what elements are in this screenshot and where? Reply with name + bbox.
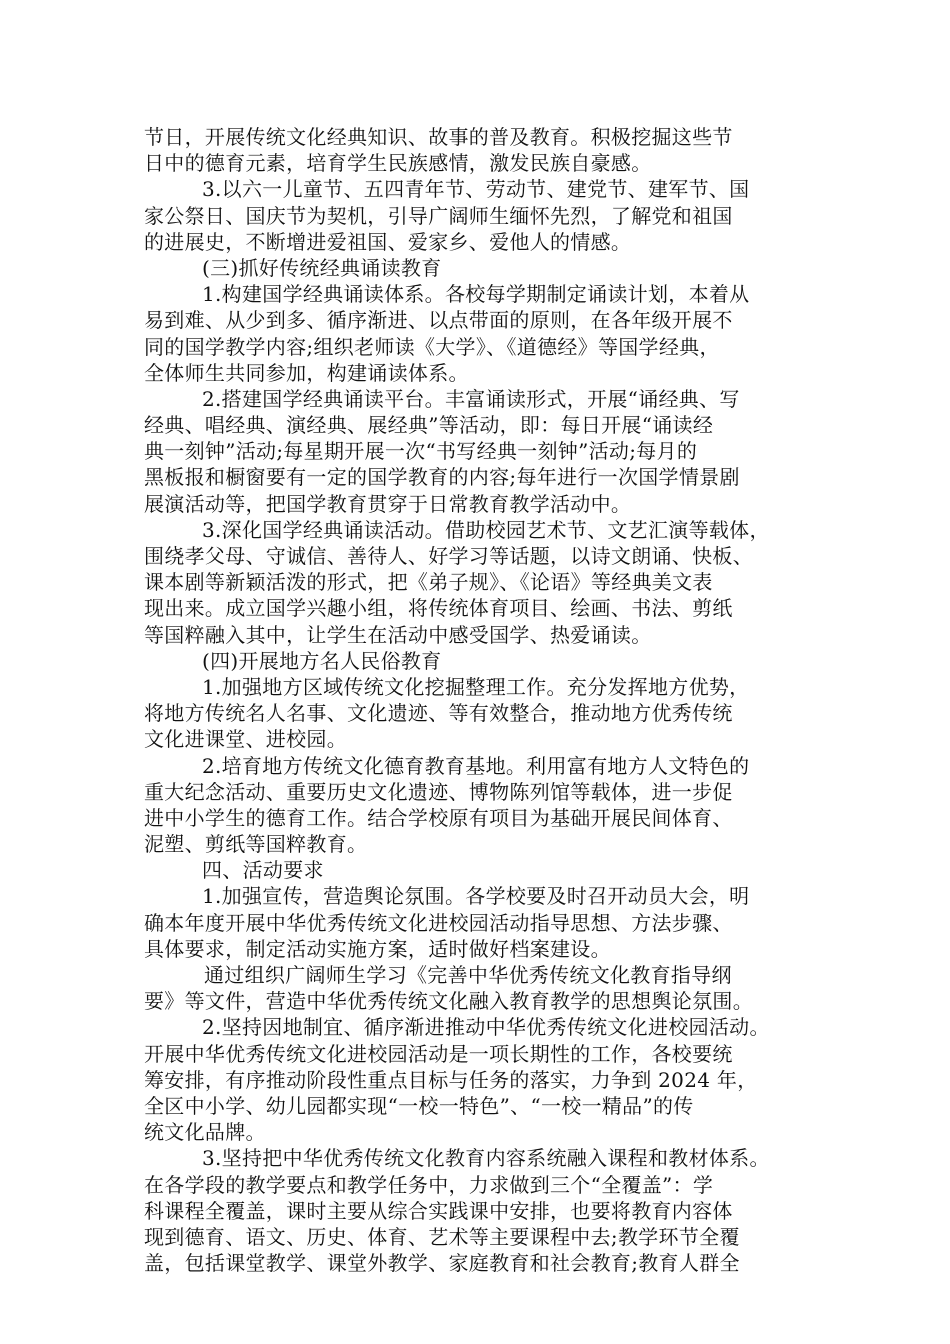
text-line: 将地方传统名人名事、文化遗迹、等有效整合，推动地方优秀传统 bbox=[144, 701, 733, 726]
text-line: 开展中华优秀传统文化进校园活动是一项长期性的工作，各校要统 bbox=[144, 1041, 733, 1066]
text-line: 黑板报和橱窗要有一定的国学教育的内容;每年进行一次国学情景剧 bbox=[144, 465, 740, 490]
text-line: 现出来。成立国学兴趣小组，将传统体育项目、绘画、书法、剪纸 bbox=[144, 596, 733, 621]
text-line: 文化进课堂、进校园。 bbox=[144, 727, 347, 752]
text-line: (三)抓好传统经典诵读教育 bbox=[202, 255, 442, 280]
text-line: 1.加强地方区域传统文化挖掘整理工作。充分发挥地方优势， bbox=[202, 674, 750, 699]
text-line: 的进展史，不断增进爱祖国、爱家乡、爱他人的情感。 bbox=[144, 229, 632, 254]
text-line: 围绕孝父母、守诚信、善待人、好学习等话题，以诗文朗诵、快板、 bbox=[144, 544, 753, 568]
text-line: 经典、唱经典、演经典、展经典”等活动，即：每日开展“诵读经 bbox=[144, 413, 714, 438]
text-line: 3.深化国学经典诵读活动。借助校园艺术节、文艺汇演等载体， bbox=[202, 517, 770, 542]
text-line: 在各学段的教学要点和教学任务中，力求做到三个“全覆盖”：学 bbox=[144, 1172, 714, 1197]
text-line: 易到难、从少到多、循序渐进、以点带面的原则，在各年级开展不 bbox=[144, 308, 733, 333]
text-line: 具体要求，制定活动实施方案，适时做好档案建设。 bbox=[144, 936, 611, 961]
text-line: 典一刻钟”活动;每星期开展一次“书写经典一刻钟”活动;每月的 bbox=[144, 439, 698, 464]
text-line: 通过组织广阔师生学习《完善中华优秀传统文化教育指导纲 bbox=[204, 963, 732, 987]
text-line: 四、活动要求 bbox=[202, 858, 324, 883]
text-line: 进中小学生的德育工作。结合学校原有项目为基础开展民间体育、 bbox=[144, 805, 733, 830]
text-line: 统文化品牌。 bbox=[144, 1120, 266, 1145]
text-line: 家公祭日、国庆节为契机，引导广阔师生缅怀先烈，了解党和祖国 bbox=[144, 203, 733, 228]
text-line: 现到德育、语文、历史、体育、艺术等主要课程中去;教学环节全覆 bbox=[144, 1224, 740, 1249]
text-line: 同的国学教学内容;组织老师读《大学》、《道德经》等国学经典， bbox=[144, 334, 720, 359]
text-line: 1.构建国学经典诵读体系。各校每学期制定诵读计划，本着从 bbox=[202, 282, 750, 307]
text-line: 1.加强宣传，营造舆论氛围。各学校要及时召开动员大会，明 bbox=[202, 884, 750, 909]
text-line: 泥塑、剪纸等国粹教育。 bbox=[144, 832, 368, 857]
text-line: 节日，开展传统文化经典知识、故事的普及教育。积极挖掘这些节 bbox=[144, 125, 733, 149]
text-line: (四)开展地方名人民俗教育 bbox=[202, 648, 442, 673]
text-line: 日中的德育元素，培育学生民族感情，激发民族自豪感。 bbox=[144, 151, 652, 176]
text-line: 等国粹融入其中，让学生在活动中感受国学、热爱诵读。 bbox=[144, 622, 652, 647]
text-line: 展演活动等，把国学教育贯穿于日常教育教学活动中。 bbox=[144, 491, 632, 516]
text-line: 筹安排，有序推动阶段性重点目标与任务的落实，力争到 2024 年， bbox=[144, 1067, 758, 1092]
text-line: 重大纪念活动、重要历史文化遗迹、博物陈列馆等载体，进一步促 bbox=[144, 779, 733, 804]
text-line: 确本年度开展中华优秀传统文化进校园活动指导思想、方法步骤、 bbox=[144, 910, 733, 935]
text-line: 课本剧等新颖活泼的形式，把《弟子规》、《论语》等经典美文表 bbox=[144, 570, 713, 595]
text-line: 全体师生共同参加，构建诵读体系。 bbox=[144, 360, 469, 385]
text-line: 2.培育地方传统文化德育教育基地。利用富有地方人文特色的 bbox=[202, 753, 750, 778]
text-line: 要》等文件，营造中华优秀传统文化融入教育教学的思想舆论氛围。 bbox=[144, 989, 753, 1014]
text-line: 2.坚持因地制宜、循序渐进推动中华优秀传统文化进校园活动。 bbox=[202, 1015, 770, 1040]
document-body bbox=[144, 124, 810, 1276]
text-line: 3.以六一儿童节、五四青年节、劳动节、建党节、建军节、国 bbox=[202, 177, 750, 202]
text-line: 3.坚持把中华优秀传统文化教育内容系统融入课程和教材体系。 bbox=[202, 1146, 770, 1171]
text-line: 盖，包括课堂教学、课堂外教学、家庭教育和社会教育;教育人群全 bbox=[144, 1251, 740, 1276]
text-line: 全区中小学、幼儿园都实现“一校一特色”、“一校一精品”的传 bbox=[144, 1093, 694, 1118]
text-line: 2.搭建国学经典诵读平台。丰富诵读形式，开展“诵经典、写 bbox=[202, 386, 740, 411]
text-line: 科课程全覆盖，课时主要从综合实践课中安排，也要将教育内容体 bbox=[144, 1198, 733, 1223]
